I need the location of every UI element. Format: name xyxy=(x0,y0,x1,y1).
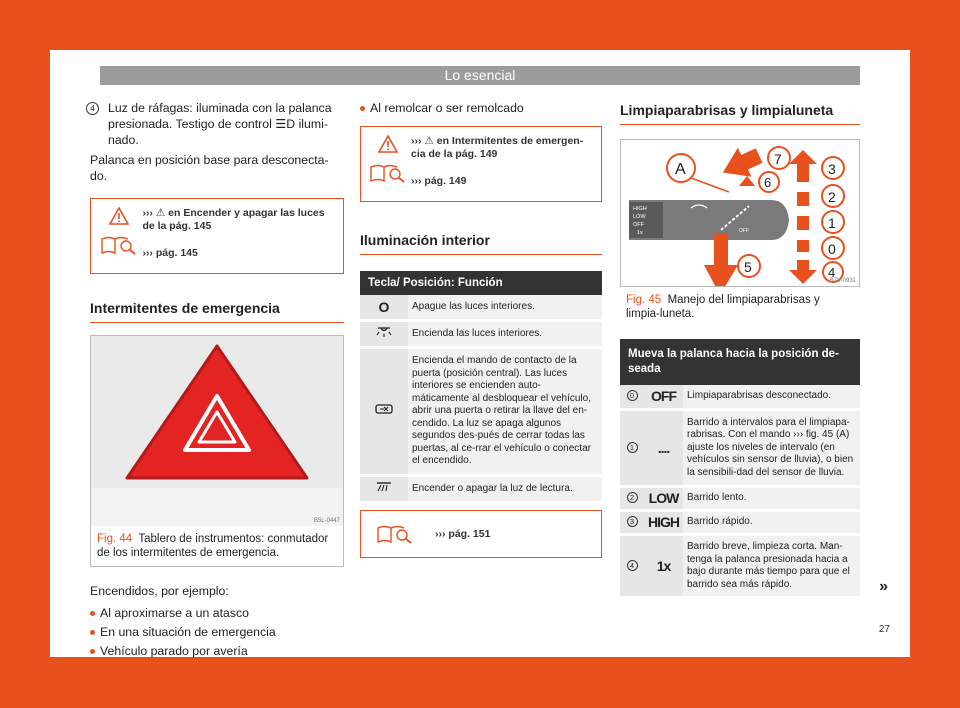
arrow-6 xyxy=(739,176,755,186)
lever-1x: 1x xyxy=(637,230,643,236)
figure-number: Fig. 45 xyxy=(626,294,662,306)
table-row xyxy=(360,320,602,348)
row-text: Encienda las luces interiores. xyxy=(408,320,602,348)
interior-light-table xyxy=(360,271,602,504)
label-1: 1 xyxy=(828,215,836,231)
table-row xyxy=(620,409,860,487)
base-position-text: Palanca en posición base para desconecta-do. xyxy=(90,153,329,183)
dome-light-icon xyxy=(376,326,392,338)
bullet-item: Al aproximarse a un atasco xyxy=(90,605,344,621)
wiper-position-table xyxy=(620,339,860,599)
wiper-lever-diagram xyxy=(621,140,859,286)
label-6: 6 xyxy=(764,175,772,190)
book-magnifier-icon xyxy=(376,524,414,544)
figure-45 xyxy=(620,139,860,287)
label-3: 3 xyxy=(828,161,836,177)
manual-page xyxy=(50,50,910,657)
lever-low: LOW xyxy=(633,214,646,220)
row-text: Apague las luces interiores. xyxy=(408,295,602,320)
page-number: 27 xyxy=(878,624,890,635)
figure-45-caption xyxy=(620,287,860,321)
position-1-marker xyxy=(797,216,809,230)
row-text: Barrido breve, limpieza corta. Man-tenga la palanca presionada hacia a bajo durante más tiempo para que el barrido sea más rápido. xyxy=(683,535,860,598)
figure-code: B7V-0931 xyxy=(829,278,856,284)
hazard-switch-icon xyxy=(117,338,317,486)
item-number-badge: 4 xyxy=(86,102,99,115)
lever-high: HIGH xyxy=(633,206,647,212)
column-left xyxy=(90,100,344,662)
position-0-marker xyxy=(797,240,809,252)
arrow-down xyxy=(789,260,817,284)
figure-caption-text: Manejo del limpiaparabrisas y limpia-luneta. xyxy=(626,294,820,320)
row-text: Barrido lento. xyxy=(683,487,860,511)
figure-caption-text: Tablero de instrumentos: conmutador de los intermitentes de emergencia. xyxy=(97,533,329,559)
ref-icons xyxy=(369,524,421,544)
position-label: HIGH xyxy=(644,511,683,535)
position-2-marker xyxy=(797,192,809,206)
column-middle xyxy=(360,100,602,558)
position-label: .... xyxy=(644,409,683,487)
row-text: Barrido rápido. xyxy=(683,511,860,535)
on-examples-text: Encendidos, por ejemplo: xyxy=(90,584,229,598)
position-number: 0 xyxy=(627,390,638,401)
label-5: 5 xyxy=(744,259,752,275)
book-magnifier-icon xyxy=(100,235,138,255)
table-row xyxy=(360,475,602,503)
tow-bullets xyxy=(360,100,602,116)
reference-box xyxy=(360,126,602,202)
wiper-section-title: Limpiaparabrisas y limpialuneta xyxy=(620,100,860,125)
label-a: A xyxy=(675,161,686,178)
position-number: 2 xyxy=(627,492,638,503)
label-0: 0 xyxy=(828,241,836,257)
figure-number: Fig. 44 xyxy=(97,533,133,545)
figure-44-caption xyxy=(91,526,343,566)
figure-code: B5L-0447 xyxy=(313,518,340,524)
flash-item xyxy=(90,100,344,148)
lever-off-rear: OFF xyxy=(739,228,749,234)
table-row xyxy=(620,511,860,535)
table-row xyxy=(620,385,860,409)
ref-line-2: ››› pág. 149 xyxy=(411,175,467,187)
label-7: 7 xyxy=(774,151,782,167)
lever-off: OFF xyxy=(633,222,644,228)
position-number: 4 xyxy=(627,560,638,571)
figure-44-caption-box xyxy=(90,526,344,567)
figure-44 xyxy=(90,335,344,527)
ref-icons xyxy=(369,135,407,193)
label-4: 4 xyxy=(828,265,836,280)
ref-text xyxy=(138,207,335,265)
reading-light-icon xyxy=(375,481,393,493)
table-row xyxy=(360,348,602,476)
ref-text xyxy=(407,135,593,193)
flash-text: Luz de ráfagas: iluminada con la palanca presionada. Testigo de control ☰D ilumi-nado. xyxy=(108,101,332,147)
reference-box xyxy=(90,198,344,274)
off-symbol: O xyxy=(360,295,408,320)
position-label: OFF xyxy=(644,385,683,409)
row-text: Barrido a intervalos para el limpiapa-rabrisas. Con el mando ››› fig. 45 (A) ajuste los niveles de intervalo (en vehículos sin sensor de lluvia), o bien la sensibili-dad del sensor de lluvia. xyxy=(683,409,860,487)
bullet-item: Vehículo parado por avería xyxy=(90,643,344,659)
label-2: 2 xyxy=(828,189,836,205)
row-text: Limpiaparabrisas desconectado. xyxy=(683,385,860,409)
ref-line: ››› pág. 151 xyxy=(435,527,491,540)
row-text: Encender o apagar la luz de lectura. xyxy=(408,475,602,503)
position-number: 3 xyxy=(627,516,638,527)
warning-icon xyxy=(109,207,129,225)
book-magnifier-icon xyxy=(369,163,407,183)
arrow-up xyxy=(789,150,817,182)
reference-box xyxy=(360,510,602,558)
column-right xyxy=(620,100,860,599)
table-header: Tecla/ Posición: Función xyxy=(360,271,602,295)
page-header: Lo esencial xyxy=(100,66,860,85)
position-number: 1 xyxy=(627,442,638,453)
arrow-5 xyxy=(704,233,738,286)
hazard-image xyxy=(91,336,343,488)
bullet-item: Al remolcar o ser remolcado xyxy=(360,100,602,116)
table-row xyxy=(620,487,860,511)
ref-icons xyxy=(99,207,138,265)
bullet-item: En una situación de emergencia xyxy=(90,624,344,640)
position-label: 1x xyxy=(644,535,683,598)
table-row xyxy=(360,295,602,320)
ref-line-1: ››› ⚠ en Intermitentes de emergen-cia de la pág. 149 xyxy=(411,135,584,160)
ref-line-1: ››› ⚠ en Encender y apagar las luces de la pág. 145 xyxy=(142,207,325,232)
ref-line-2: ››› pág. 145 xyxy=(142,247,198,259)
door-contact-icon xyxy=(375,403,393,415)
warning-icon xyxy=(378,135,398,153)
table-row xyxy=(620,535,860,598)
row-text: Encienda el mando de contacto de la puerta (posición central). Las luces interiores se encienden auto-máticamente al desbloquear el vehículo, abrir una puerta o retirar la llave del en-cendido. La luz se apaga algunos segundos des-pués de cerrar todas las puertas, al ce-rrar el vehículo o conectar el encendido. xyxy=(408,348,602,476)
interior-section-title: Iluminación interior xyxy=(360,232,602,255)
hazard-bullets xyxy=(90,605,344,659)
table-header: Mueva la palanca hacia la posición de-seada xyxy=(620,339,860,385)
position-label: LOW xyxy=(644,487,683,511)
hazard-section-title: Intermitentes de emergencia xyxy=(90,300,344,323)
continue-marker: » xyxy=(879,578,888,595)
